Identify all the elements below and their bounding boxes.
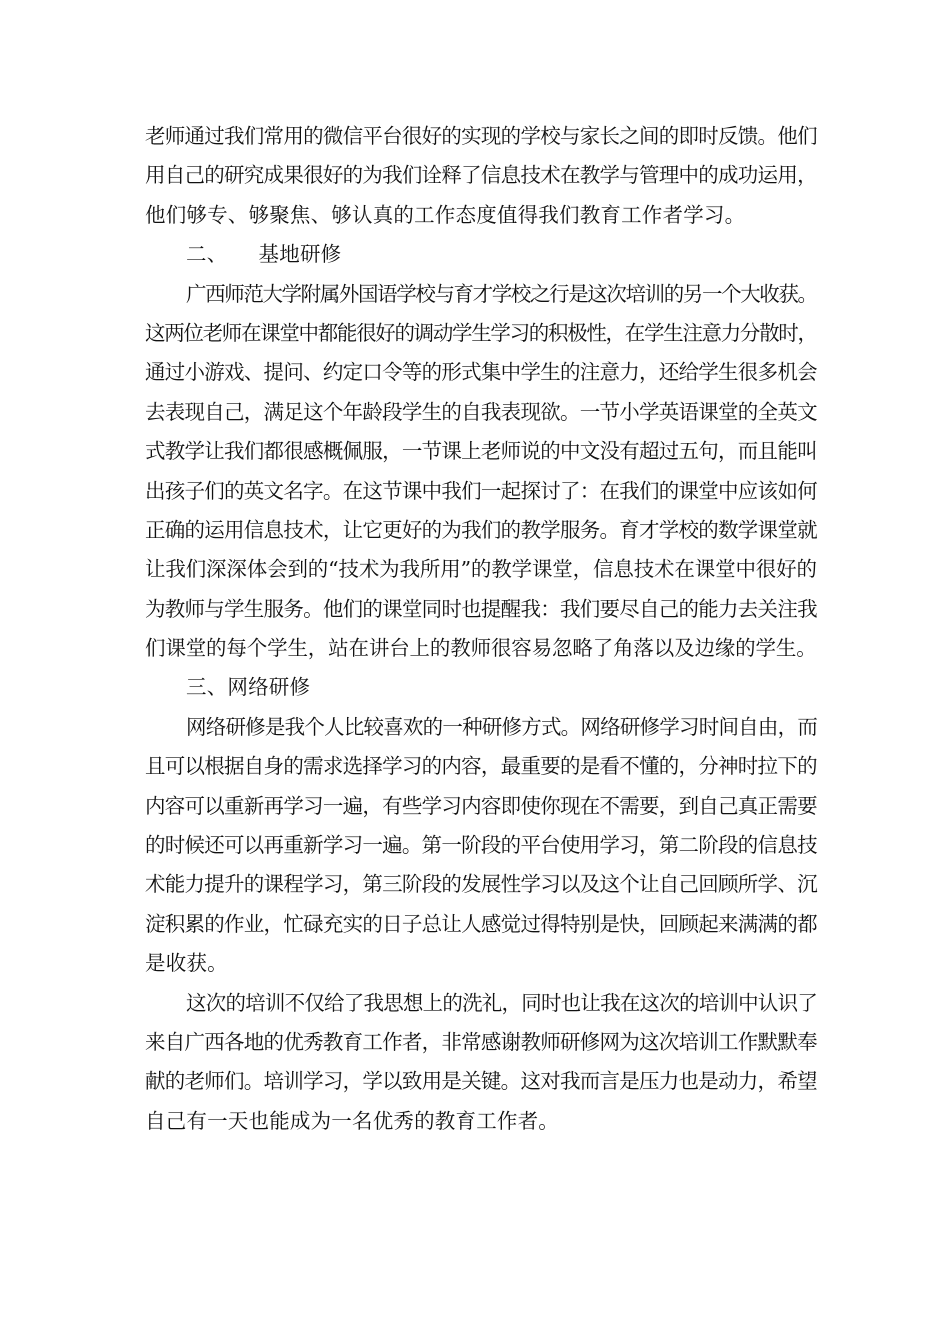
text-line: 是收获。 <box>145 951 228 976</box>
text-line: 术能力提升的课程学习，第三阶段的发展性学习以及这个让自己回顾所学、沉 <box>145 872 817 897</box>
text-line: 正确的运用信息技术，让它更好的为我们的教学服务。育才学校的数学课堂就 <box>145 517 817 542</box>
text-line: 通过小游戏、提问、约定口令等的形式集中学生的注意力，还给学生很多机会 <box>145 360 817 385</box>
text-line: 三、网络研修 <box>186 675 311 700</box>
text-line: 用自己的研究成果很好的为我们诠释了信息技术在教学与管理中的成功运用， <box>145 163 817 188</box>
text-line: 的时候还可以再重新学习一遍。第一阶段的平台使用学习，第二阶段的信息技 <box>145 833 817 858</box>
text-line: 网络研修是我个人比较喜欢的一种研修方式。网络研修学习时间自由，而 <box>186 714 818 739</box>
text-line: 出孩子们的英文名字。在这节课中我们一起探讨了：在我们的课堂中应该如何 <box>145 478 817 503</box>
text-line: 内容可以重新再学习一遍，有些学习内容即使你现在不需要，到自己真正需要 <box>145 793 817 818</box>
text-line: 们课堂的每个学生，站在讲台上的教师很容易忽略了角落以及边缘的学生。 <box>145 636 817 661</box>
text-line: 淀积累的作业，忙碌充实的日子总让人感觉过得特别是快，回顾起来满满的都 <box>145 911 817 936</box>
text-line: 且可以根据自身的需求选择学习的内容，最重要的是看不懂的，分神时拉下的 <box>145 754 817 779</box>
text-line: 广西师范大学附属外国语学校与育才学校之行是这次培训的另一个大收获。 <box>186 281 817 306</box>
text-line: 去表现自己，满足这个年龄段学生的自我表现欲。一节小学英语课堂的全英文 <box>145 399 817 424</box>
text-line: 这次的培训不仅给了我思想上的洗礼，同时也让我在这次的培训中认识了 <box>186 990 818 1015</box>
document-body <box>145 117 818 1141</box>
text-line: 献的老师们。培训学习，学以致用是关键。这对我而言是压力也是动力，希望 <box>145 1069 817 1094</box>
text-line: 来自广西各地的优秀教育工作者，非常感谢教师研修网为这次培训工作默默奉 <box>145 1029 817 1054</box>
text-line: 让我们深深体会到的“技术为我所用”的教学课堂，信息技术在课堂中很好的 <box>145 557 817 582</box>
text-line: 这两位老师在课堂中都能很好的调动学生学习的积极性，在学生注意力分散时， <box>145 320 817 345</box>
text-line: 式教学让我们都很感概佩服，一节课上老师说的中文没有超过五句，而且能叫 <box>145 439 817 464</box>
text-line: 老师通过我们常用的微信平台很好的实现的学校与家长之间的即时反馈。他们 <box>145 124 817 148</box>
text-line: 自己有一天也能成为一名优秀的教育工作者。 <box>145 1108 559 1133</box>
text-line: 为教师与学生服务。他们的课堂同时也提醒我：我们要尽自己的能力去关注我 <box>145 596 817 621</box>
text-line: 他们够专、够聚焦、够认真的工作态度值得我们教育工作者学习。 <box>145 202 746 227</box>
text-line: 二、 基地研修 <box>186 242 342 267</box>
